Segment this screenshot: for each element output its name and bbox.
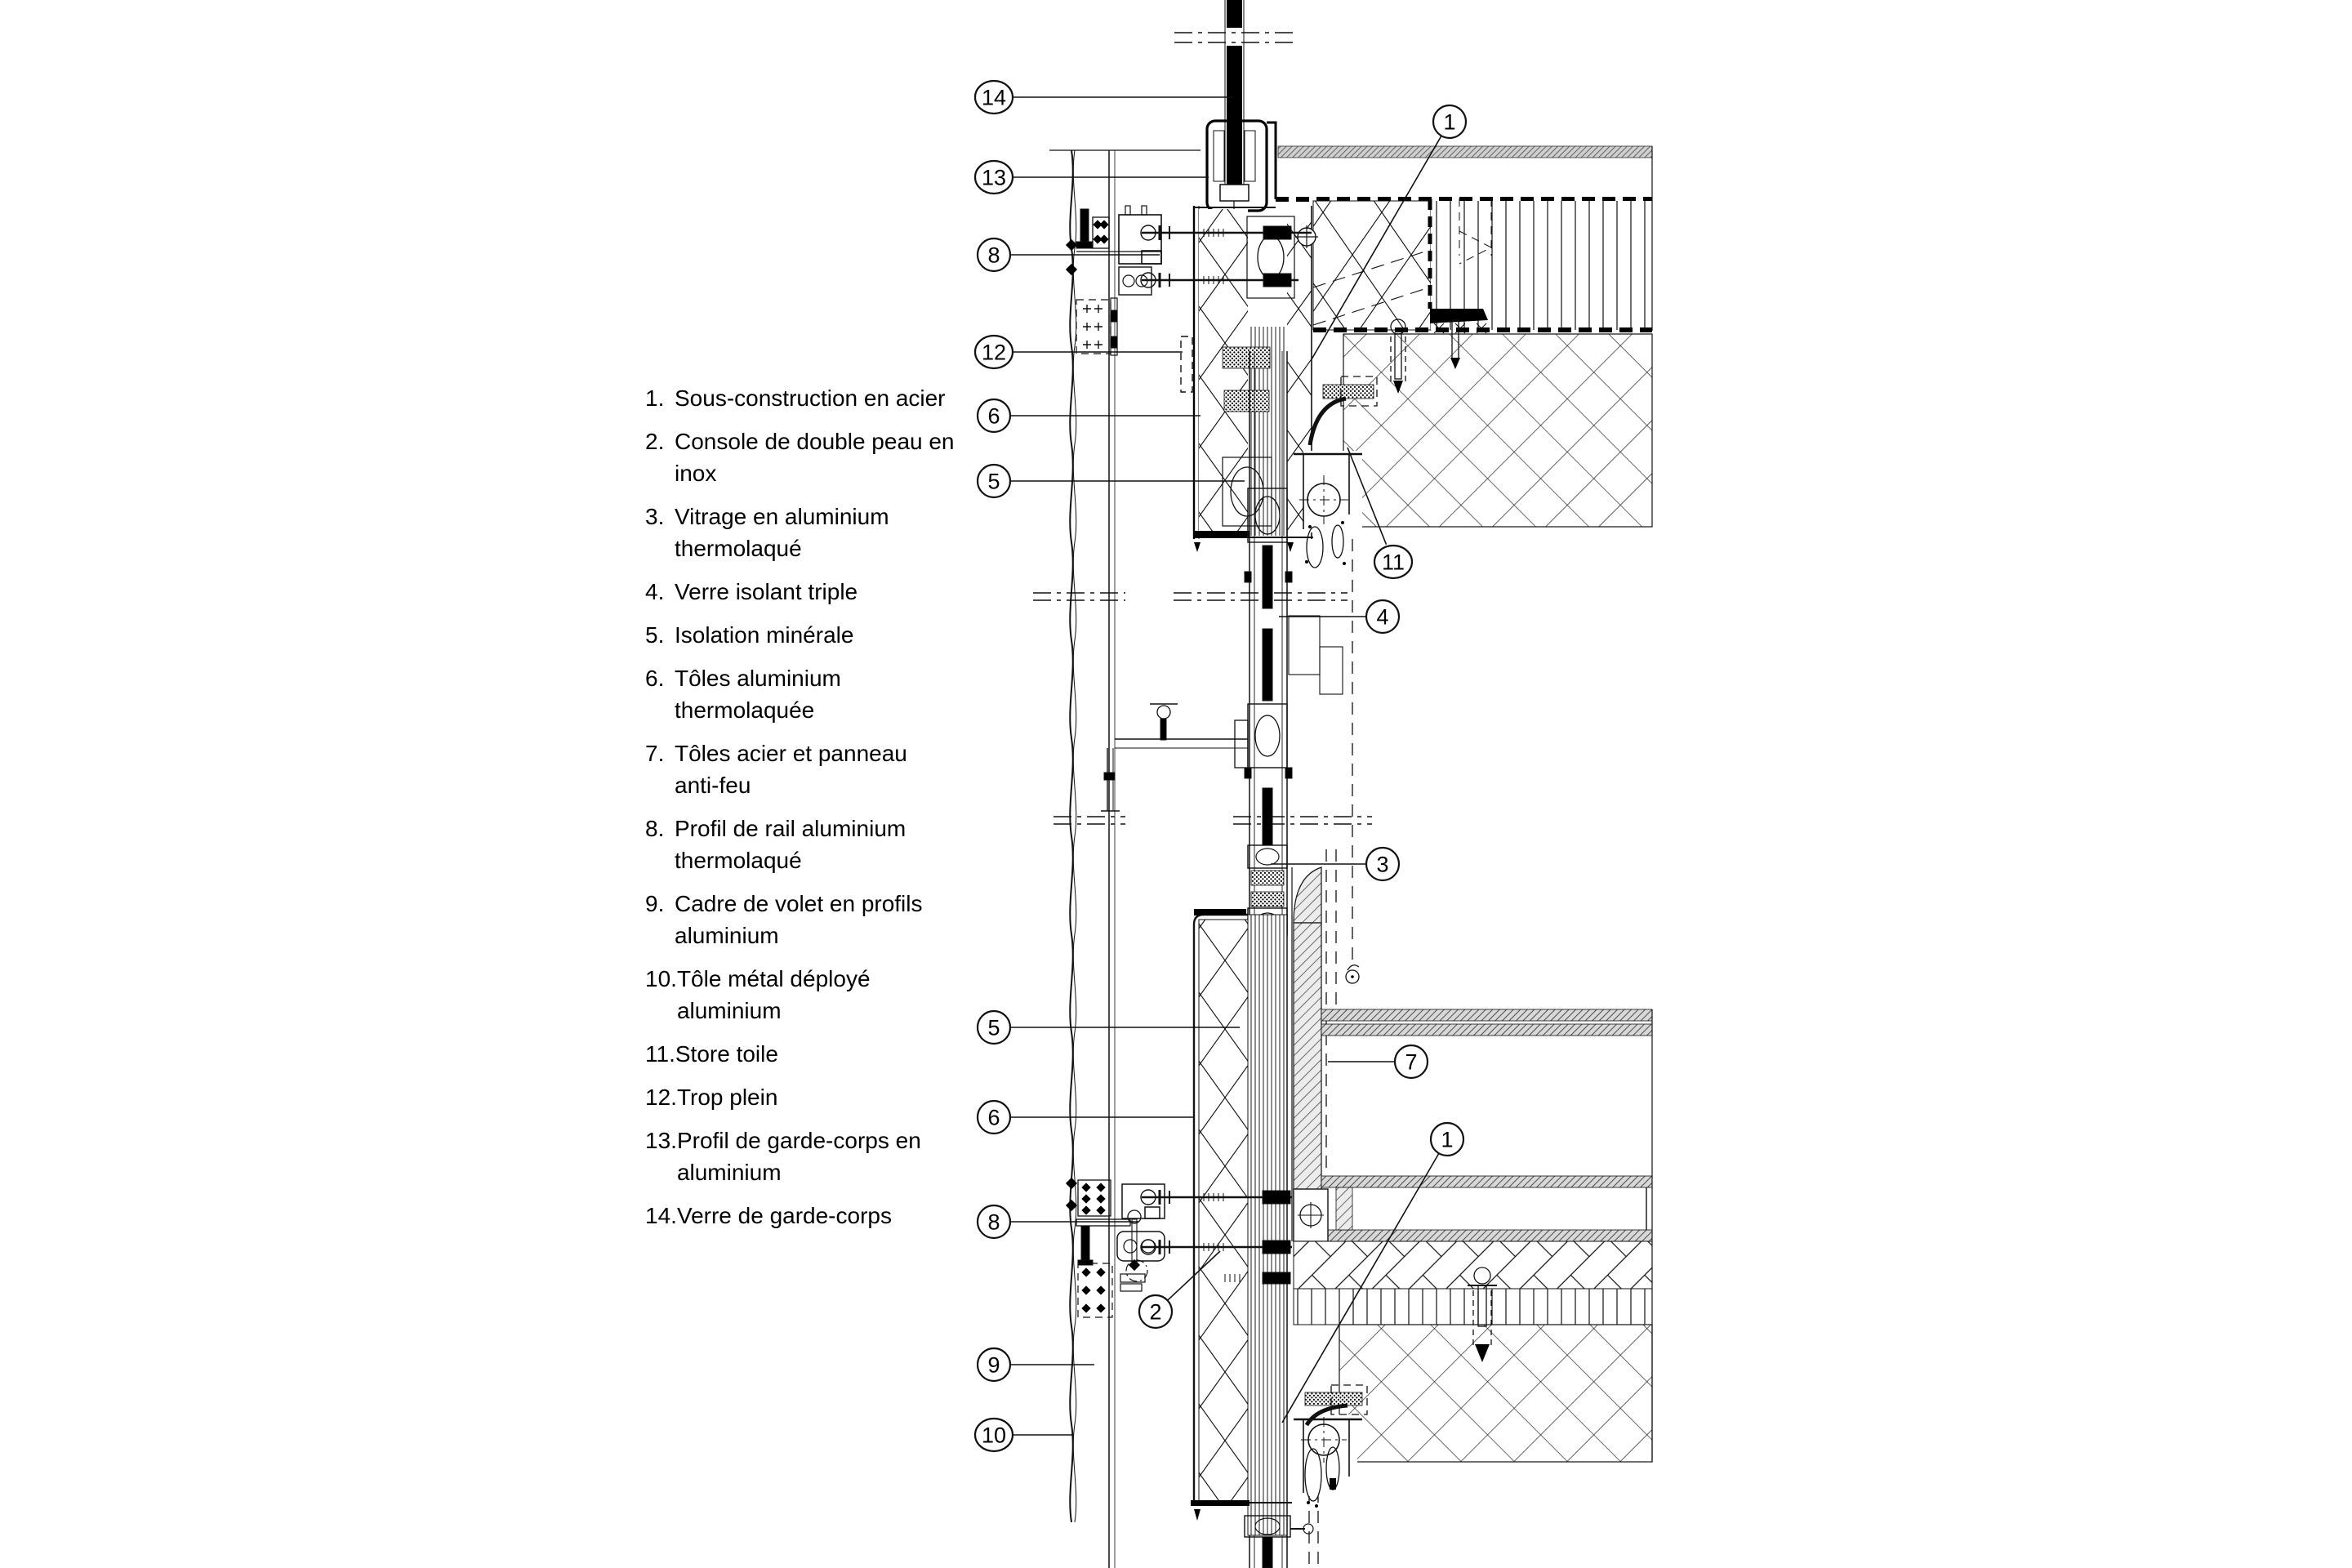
callout-label: 11 <box>1381 550 1405 575</box>
lower-slab <box>1294 867 1652 1462</box>
callout-label: 2 <box>1149 1299 1162 1325</box>
legend-number: 7. <box>645 741 665 766</box>
callout-6 <box>978 1101 1194 1134</box>
legend-text: Profil de garde-corps en aluminium <box>676 1128 921 1185</box>
trop-plein <box>1181 336 1192 392</box>
callout-13 <box>975 161 1209 194</box>
callout-14 <box>975 81 1233 114</box>
anchor-symbol <box>1346 965 1359 983</box>
mid-support-arm <box>1101 704 1248 811</box>
callout-label: 10 <box>981 1423 1007 1448</box>
legend-number: 11. <box>645 1041 675 1067</box>
callout-8 <box>978 1205 1138 1238</box>
callout-label: 1 <box>1441 1127 1454 1152</box>
blind-chain <box>1307 527 1323 568</box>
callout-label: 13 <box>981 165 1007 190</box>
callout-label: 14 <box>981 85 1007 110</box>
legend-number: 12. <box>645 1085 677 1110</box>
legend-text: Tôle métal déployé aluminium <box>676 966 871 1023</box>
callout-7 <box>1328 1045 1428 1078</box>
legend-text: Profil de rail aluminium thermolaqué <box>675 816 906 873</box>
lower-panel <box>1141 867 1292 1535</box>
legend-number: 2. <box>645 429 665 454</box>
legend-text: Vitrage en aluminium thermolaqué <box>675 504 889 561</box>
legend-text: Cadre de volet en profils aluminium <box>675 891 923 948</box>
under-slab-insulation-lattice <box>1343 334 1652 527</box>
floor-finish-herringbone <box>1294 1241 1652 1289</box>
legend-text: Sous-construction en acier <box>675 385 946 411</box>
callout-label: 5 <box>987 469 1000 494</box>
callout-label: 1 <box>1443 109 1456 135</box>
legend-text: Tôles aluminium thermolaquée <box>675 666 841 723</box>
callout-label: 9 <box>987 1352 1000 1378</box>
legend-number: 1. <box>645 385 665 411</box>
callout-label: 12 <box>981 340 1007 365</box>
legend-number: 13. <box>645 1128 677 1153</box>
callout-4 <box>1279 600 1399 633</box>
legend-number: 3. <box>645 504 665 529</box>
callout-label: 6 <box>987 403 1000 429</box>
callout-label: 7 <box>1405 1049 1418 1075</box>
triple-glass <box>1263 546 1272 608</box>
upper-bracket-cluster <box>1076 206 1192 392</box>
callout-label: 8 <box>987 243 1000 268</box>
mineral-insulation-upper <box>1199 209 1248 536</box>
legend-number: 4. <box>645 579 665 604</box>
balustrade-glass <box>1227 46 1242 188</box>
insulation-xbox <box>1313 201 1431 330</box>
legend-number: 14. <box>645 1203 677 1228</box>
store-toile-lower <box>1294 1385 1367 1508</box>
callout-6 <box>978 399 1200 432</box>
callout-10 <box>975 1419 1074 1451</box>
mesh-and-shutter-rails <box>1049 150 1200 1568</box>
legend-text: Verre de garde-corps <box>676 1203 892 1228</box>
mineral-insulation-lower <box>1199 920 1248 1501</box>
legend-text: Store toile <box>675 1041 778 1067</box>
upper-panel <box>1141 206 1318 552</box>
callout-3 <box>1271 848 1399 880</box>
floor-insulation-lattice <box>1339 1325 1652 1462</box>
legend-number: 10. <box>645 966 677 991</box>
legend-number: 6. <box>645 666 665 691</box>
legend-number: 9. <box>645 891 665 916</box>
slab-topping-band <box>1278 146 1652 158</box>
slab-steel-sheet-1 <box>1321 1009 1652 1021</box>
legend-text: Tôles acier et panneau anti-feu <box>675 741 907 798</box>
callout-label: 6 <box>987 1105 1000 1130</box>
slab-steel-sheet-2 <box>1321 1176 1652 1187</box>
legend-text: Trop plein <box>676 1085 778 1110</box>
callout-label: 3 <box>1376 852 1389 877</box>
balustrade-glass-upper <box>1227 0 1242 28</box>
legend-text: Verre isolant triple <box>675 579 858 604</box>
legend-number: 5. <box>645 622 665 648</box>
callout-9 <box>978 1348 1094 1381</box>
legend-text: Isolation minérale <box>675 622 854 648</box>
legend-text: Console de double peau en inox <box>675 429 955 486</box>
callout-12 <box>975 336 1183 368</box>
callout-label: 5 <box>987 1015 1000 1040</box>
callout-label: 4 <box>1376 604 1389 630</box>
legend-number: 8. <box>645 816 665 841</box>
parapet-flashing <box>1267 122 1276 199</box>
callout-label: 8 <box>987 1209 1000 1235</box>
